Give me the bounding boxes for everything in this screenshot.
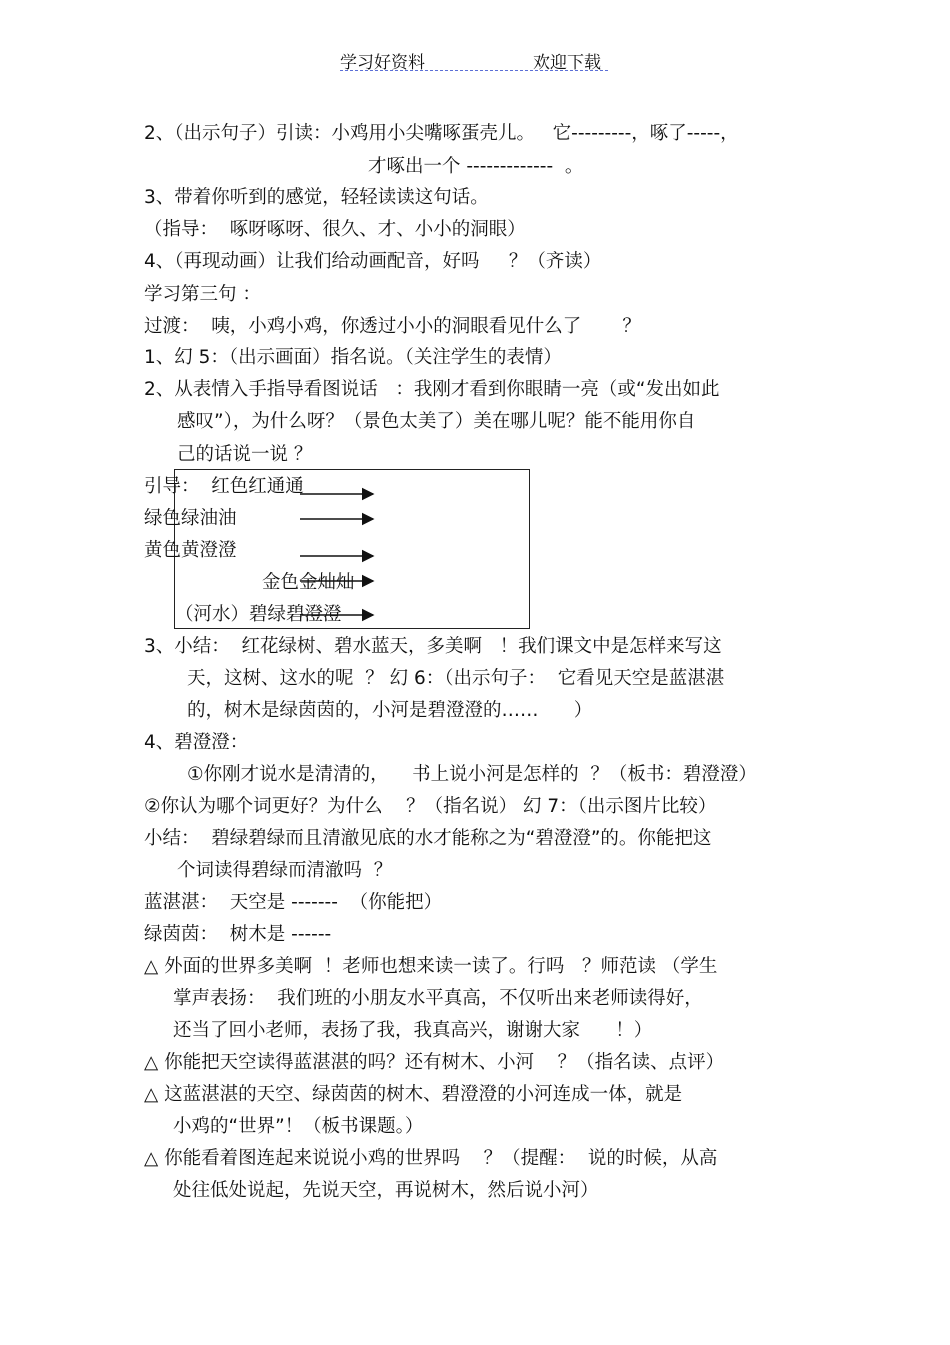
text-line: 过渡： 咦，小鸡小鸡，你透过小小的洞眼看见什么了 ？ [144,316,641,337]
text-line: 掌声表扬： 我们班的小朋友水平真高，不仅听出来老师读得好， [173,988,703,1009]
text-line: △ 外面的世界多美啊 ！老师也想来读一读了。行吗 ？师范读 （学生 [144,956,718,977]
text-line: （指导： 啄呀啄呀、很久、才、小小的洞眼） [144,219,526,240]
text-line: 黄色黄澄澄 [144,540,237,561]
text-line: △ 这蓝湛湛的天空、绿茵茵的树木、碧澄澄的小河连成一体，就是 [144,1084,683,1105]
text-line: 4、碧澄澄： [144,732,249,753]
text-line: △ 你能看着图连起来说说小鸡的世界吗 ？（提醒： 说的时候，从高 [144,1148,718,1169]
header-underline [340,70,608,71]
text-line: 绿色绿油油 [144,508,237,529]
text-line: 己的话说一说 ？ [177,444,313,465]
text-line: 感叹”），为什么呀？（景色太美了）美在哪儿呢？能不能用你自 [177,411,696,432]
text-line: 还当了回小老师，表扬了我，我真高兴，谢谢大家 ！） [173,1020,653,1041]
header-right-text: 欢迎下载 [533,53,601,73]
text-line: （河水）碧绿碧澄澄 [175,604,342,625]
text-line: 的，树木是绿茵茵的，小河是碧澄澄的…… ） [187,700,593,721]
text-line: 2、（出示句子）引读：小鸡用小尖嘴啄蛋壳儿。 它---------，啄了-----， [144,123,739,144]
text-line: 学习第三句 ： [144,284,261,305]
text-line: ①你刚才说水是清清的， 书上说小河是怎样的 ？（板书：碧澄澄） [187,764,757,785]
text-line: 金色金灿灿 [262,572,355,593]
text-line: ②你认为哪个词更好？为什么 ？（指名说） 幻 7：（出示图片比较） [144,796,717,817]
page-header [0,46,950,74]
text-line: 3、小结： 红花绿树、碧水蓝天，多美啊 ！我们课文中是怎样来写这 [144,636,722,657]
text-line: 才啄出一个 ------------- 。 [368,156,584,177]
header-left-text: 学习好资料 [340,53,425,73]
text-line: 天，这树、这水的呢 ？ 幻 6：（出示句子： 它看见天空是蓝湛湛 [187,668,725,689]
text-line: 1、幻 5：（出示画面）指名说。（关注学生的表情） [144,347,562,368]
text-line: 4、（再现动画）让我们给动画配音，好吗 ？（齐读） [144,251,602,272]
text-line: 引导： 红色红通通 [144,476,304,497]
text-line: 3、带着你听到的感觉，轻轻读读这句话。 [144,187,489,208]
text-line: △ 你能把天空读得蓝湛湛的吗？还有树木、小河 ？（指名读、点评） [144,1052,725,1073]
text-line: 小结： 碧绿碧绿而且清澈见底的水才能称之为“碧澄澄”的。你能把这 [144,828,712,849]
text-line: 处往低处说起，先说天空，再说树木，然后说小河） [173,1180,599,1201]
text-line: 绿茵茵： 树木是 ------ [144,924,332,945]
text-line: 2、从表情入手指导看图说话 ：我刚才看到你眼睛一亮（或“发出如此 [144,379,720,400]
text-line: 小鸡的“世界”！（板书课题。） [173,1116,424,1137]
text-line: 个词读得碧绿而清澈吗 ？ [177,860,393,881]
text-line: 蓝湛湛： 天空是 ------- （你能把） [144,892,443,913]
